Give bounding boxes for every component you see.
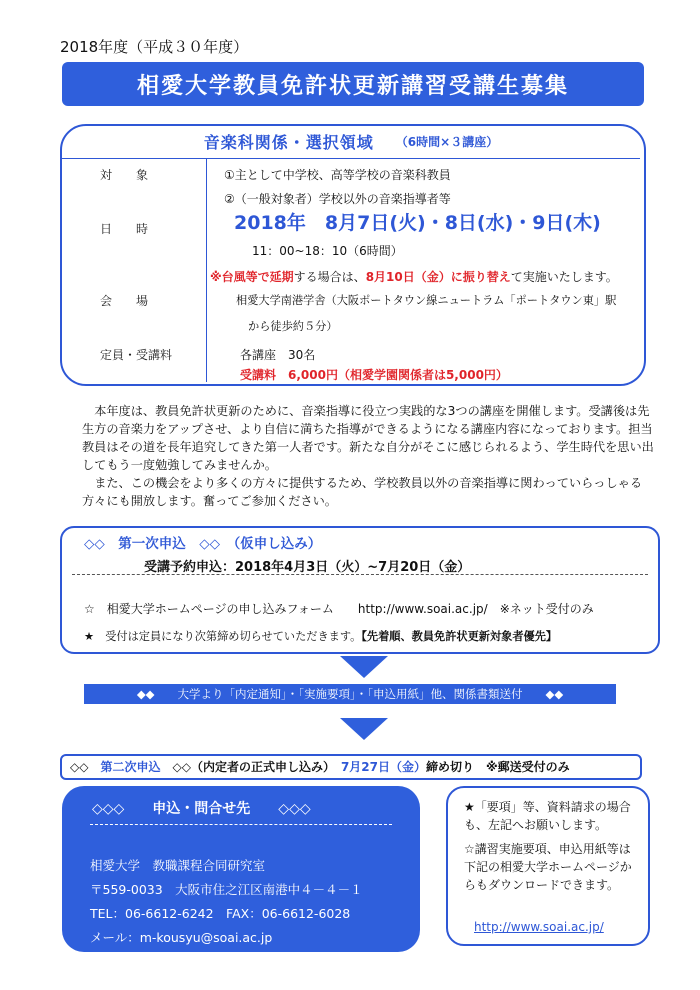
notice-bar: ◆◆ 大学より「内定通知」・「実施要項」・「申込用紙」他、関係書類送付 ◆◆: [84, 684, 616, 704]
contact-divider: [90, 824, 392, 825]
contact-tel-fax: TEL：06-6612-6242 FAX：06-6612-6028: [90, 906, 351, 921]
info-title: 音楽科関係・選択領域: [203, 132, 374, 152]
capacity-text: 各講座 30名: [240, 348, 316, 362]
contact-address: 〒559-0033 大阪市住之江区南港中４－４－１: [90, 882, 363, 897]
year-label: 2018年度（平成３０年度）: [60, 38, 249, 56]
date-main: 2018年 8月7日(火)・8日(水)・9日(木): [234, 212, 601, 234]
side-note-2: ☆講習実施要項、申込用紙等は下記の相愛大学ホームページからもダウンロードできます。: [464, 842, 632, 892]
info-subtitle: （6時間×３講座）: [395, 134, 499, 149]
postpone-note: ※台風等で延期する場合は、8月10日（金）に振り替えて実施いたします。: [210, 270, 618, 284]
side-note-box: [446, 786, 650, 946]
description-p2: また、この機会をより多くの方々に提供するため、学校教員以外の音楽指導に関わっていらっしゃる方々にも開放します。奮ってご参加ください。: [82, 476, 643, 508]
contact-box: [62, 786, 420, 952]
first-title: ◇◇ 第一次申込 ◇◇ （仮申し込み）: [84, 536, 322, 552]
contact-email[interactable]: メール：m-kousyu@soai.ac.jp: [90, 930, 273, 945]
contact-org: 相愛大学 教職課程合同研究室: [90, 858, 266, 873]
first-period: 受講予約申込：2018年4月3日（火）~7月20日（金）: [144, 560, 471, 575]
venue-line-1: 相愛大学南港学舎（大阪ポートタウン線ニュートラム「ポートタウン東」駅: [236, 294, 617, 307]
first-note: ★ 受付は定員になり次第締め切らせていただきます。【先着順、教員免許状更新対象者優先】: [84, 630, 558, 643]
contact-title: ◇◇◇ 申込・問合せ先 ◇◇◇: [92, 801, 311, 817]
first-form-link[interactable]: ☆ 相愛大学ホームページの申し込みフォーム http://www.soai.ac.jp/ ※ネット受付のみ: [84, 602, 594, 616]
side-note-1: ★「要項」等、資料請求の場合も、左記へお願いします。: [464, 800, 631, 832]
date-label: 日 時: [100, 222, 149, 236]
time-text: 11：00~18：10（6時間）: [252, 244, 403, 258]
down-arrow-icon: [340, 656, 388, 678]
side-url-link[interactable]: http://www.soai.ac.jp/: [474, 920, 604, 934]
info-column-divider: [206, 158, 207, 382]
down-arrow-icon: [340, 718, 388, 740]
description: [82, 402, 660, 510]
target-1: ①主として中学校、高等学校の音楽科教員: [224, 168, 451, 182]
target-label: 対 象: [100, 168, 149, 182]
title-banner: 相愛大学教員免許状更新講習受講生募集: [62, 62, 644, 106]
capacity-label: 定員・受講料: [100, 348, 173, 362]
first-divider: [72, 574, 648, 575]
venue-line-2: から徒歩約５分）: [248, 320, 338, 333]
target-2: ②（一般対象者）学校以外の音楽指導者等: [224, 192, 451, 206]
info-header: [60, 124, 642, 158]
info-divider: [62, 158, 640, 159]
venue-label: 会 場: [100, 294, 149, 308]
fee-text: 受講料 6,000円（相愛学園関係者は5,000円）: [240, 368, 508, 382]
description-p1: 本年度は、教員免許状更新のために、音楽指導に役立つ実践的な3つの講座を開催します。受講後は先生方の音楽力をアップさせ、より自信に満ちた指導ができるようになる講座内容になっております。担当教員はその道を長年追究してきた第一人者です。新たな自分がそこに感じられるよう、学生時代を思い出してもう一度勉強してみませんか。: [82, 404, 654, 472]
second-application-text: ◇◇ 第二次申込 ◇◇（内定者の正式申し込み） 7月27日（金）締め切り ※郵送受付のみ: [70, 760, 570, 774]
